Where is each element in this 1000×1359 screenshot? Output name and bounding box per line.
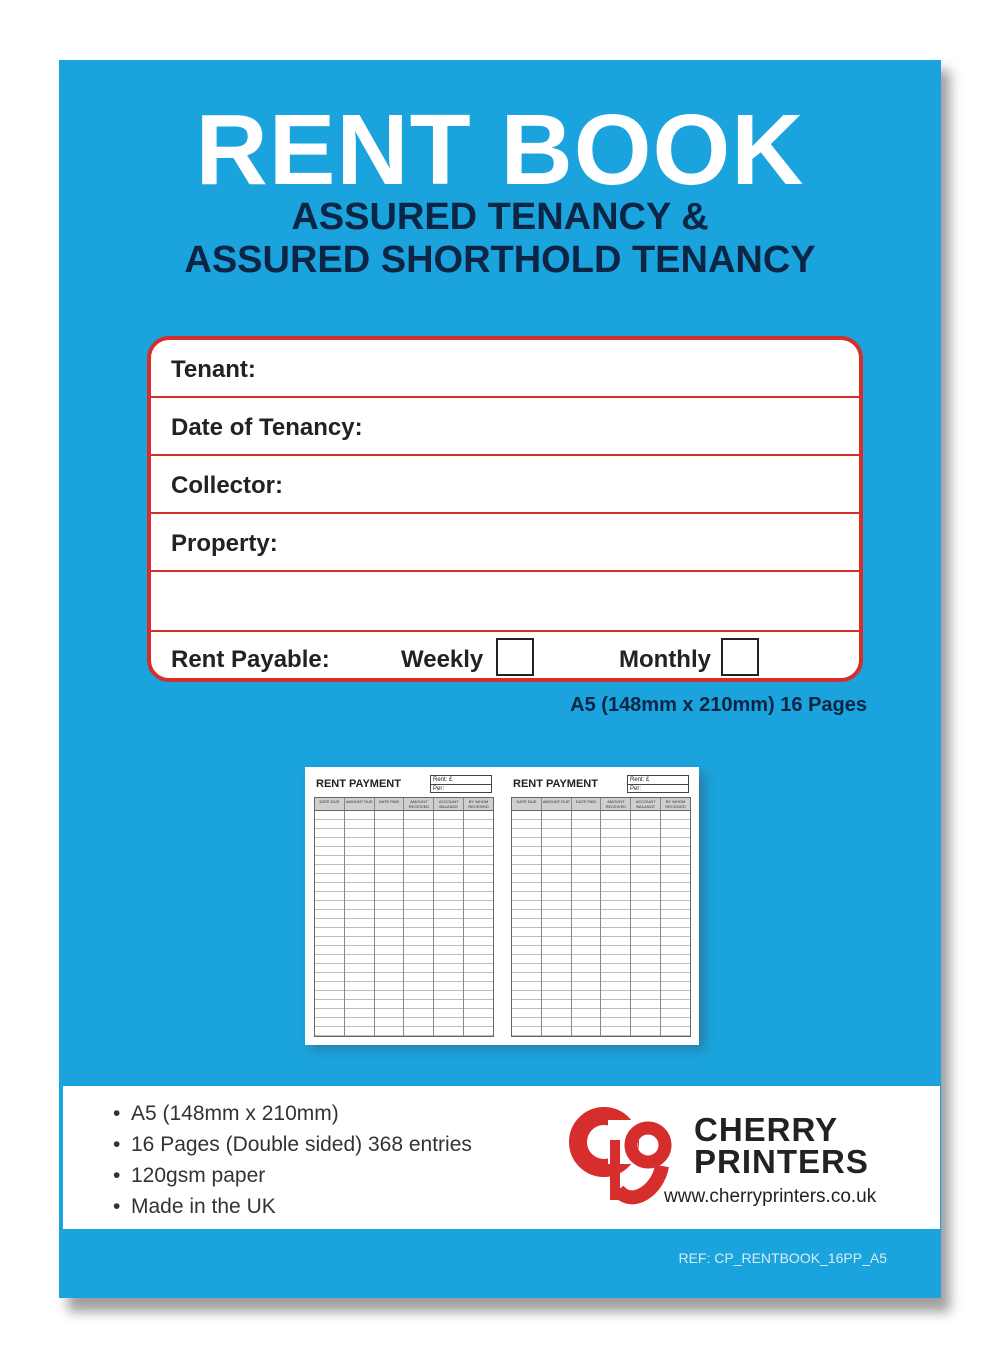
subtitle-line-2: ASSURED SHORTHOLD TENANCY bbox=[184, 239, 816, 281]
monthly-label: Monthly bbox=[619, 646, 711, 673]
payment-table bbox=[511, 797, 691, 1037]
feature-list bbox=[113, 1098, 472, 1222]
tenancy-details-form bbox=[147, 336, 863, 682]
date-of-tenancy-label: Date of Tenancy: bbox=[171, 414, 363, 441]
feature-text: Made in the UK bbox=[131, 1195, 276, 1218]
rent-per-box bbox=[430, 775, 492, 793]
column-header: BY WHOM RECEIVED bbox=[468, 799, 489, 809]
brand-url: www.cherryprinters.co.uk bbox=[664, 1186, 877, 1207]
preview-page-title: RENT PAYMENT bbox=[316, 778, 401, 790]
monthly-checkbox bbox=[721, 638, 759, 676]
payment-table-columns bbox=[315, 811, 493, 1036]
brand-line-1: CHERRY bbox=[694, 1111, 839, 1148]
cover-title: RENT BOOK bbox=[195, 94, 805, 206]
property-row bbox=[151, 514, 859, 572]
rent-label: Rent: £ bbox=[628, 776, 688, 785]
column-header: DATE DUE bbox=[315, 798, 345, 810]
preview-page-right bbox=[511, 775, 691, 1037]
list-item: • 16 Pages (Double sided) 368 entries bbox=[113, 1133, 472, 1156]
cherry-logo-icon bbox=[568, 1090, 678, 1225]
tenant-label: Tenant: bbox=[171, 356, 256, 383]
payment-table-columns bbox=[512, 811, 690, 1036]
property-label: Property: bbox=[171, 530, 278, 557]
column-header: BY WHOM RECEIVED bbox=[665, 799, 686, 809]
column-header: ACCOUNT BALANCE bbox=[434, 798, 464, 810]
payment-table bbox=[314, 797, 494, 1037]
per-label: Per: bbox=[630, 786, 642, 792]
property-continuation-row bbox=[151, 572, 859, 632]
payment-table-header bbox=[512, 798, 690, 811]
date-of-tenancy-row bbox=[151, 398, 859, 456]
column-header: AMOUNT DUE bbox=[345, 798, 375, 810]
feature-band bbox=[63, 1086, 940, 1229]
column-header: ACCOUNT BALANCE bbox=[631, 798, 661, 810]
column-header: DATE PAID bbox=[572, 798, 602, 810]
rent-label: Rent: £ bbox=[431, 776, 491, 785]
weekly-label: Weekly bbox=[401, 646, 484, 673]
reference-code: REF: CP_RENTBOOK_16PP_A5 bbox=[678, 1250, 887, 1266]
list-item: • 120gsm paper bbox=[113, 1164, 266, 1187]
collector-row bbox=[151, 456, 859, 514]
rent-book-cover bbox=[59, 60, 941, 1298]
brand-name bbox=[694, 1111, 869, 1180]
per-label: Per: bbox=[433, 786, 445, 792]
preview-page-left bbox=[314, 775, 494, 1037]
rent-payable-label: Rent Payable: bbox=[171, 646, 330, 673]
subtitle-line-1: ASSURED TENANCY & bbox=[291, 196, 709, 238]
column-header: AMOUNT RECEIVED bbox=[404, 798, 434, 810]
feature-text: A5 (148mm x 210mm) bbox=[131, 1102, 339, 1125]
cherry-printers-logo bbox=[568, 1090, 888, 1225]
preview-page-title: RENT PAYMENT bbox=[513, 778, 598, 790]
rent-per-box bbox=[627, 775, 689, 793]
brand-line-2: PRINTERS bbox=[694, 1143, 869, 1180]
list-item: • A5 (148mm x 210mm) bbox=[113, 1102, 339, 1125]
collector-label: Collector: bbox=[171, 472, 284, 499]
weekly-checkbox bbox=[496, 638, 534, 676]
rent-payable-row bbox=[151, 632, 859, 682]
tenant-row bbox=[151, 340, 859, 398]
cover-subtitle bbox=[59, 196, 941, 282]
payment-table-header bbox=[315, 798, 493, 811]
feature-text: 120gsm paper bbox=[131, 1164, 266, 1187]
column-header: AMOUNT RECEIVED bbox=[601, 798, 631, 810]
size-note: A5 (148mm x 210mm) 16 Pages bbox=[570, 694, 867, 716]
list-item: • Made in the UK bbox=[113, 1195, 276, 1218]
column-header: DATE PAID bbox=[375, 798, 405, 810]
inner-page-preview bbox=[305, 767, 699, 1045]
column-header: DATE DUE bbox=[512, 798, 542, 810]
column-header: AMOUNT DUE bbox=[542, 798, 572, 810]
feature-text: 16 Pages (Double sided) 368 entries bbox=[131, 1133, 472, 1156]
